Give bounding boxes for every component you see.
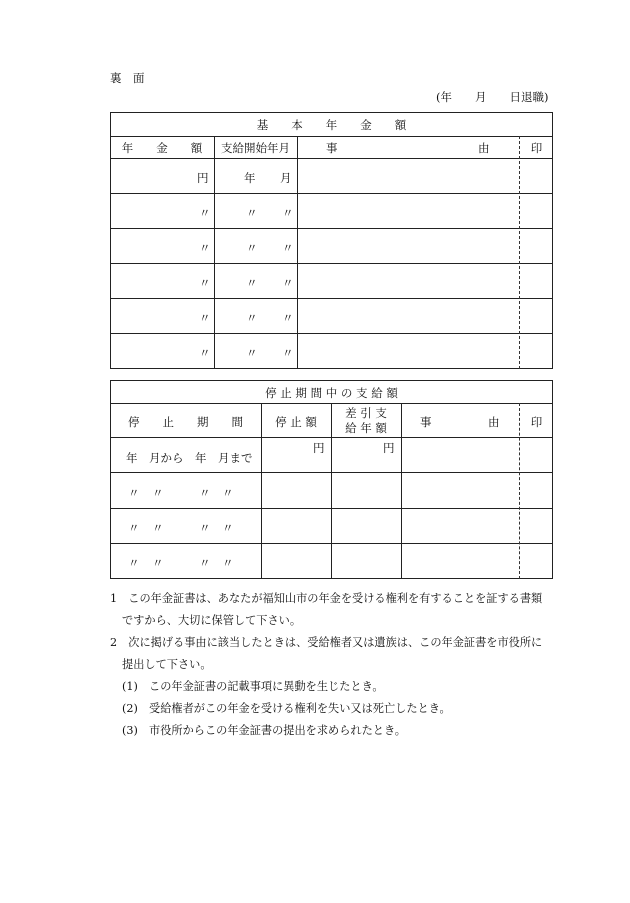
note-1-line2: ですから、大切に保管して下さい。 xyxy=(122,614,302,627)
ditto-mark: 〃 xyxy=(152,486,164,500)
row-amount: 〃 xyxy=(199,206,211,220)
row-amount: 〃 xyxy=(199,311,211,325)
diff-amount-unit: 円 xyxy=(383,441,395,455)
row-start-month: 〃 xyxy=(282,311,294,325)
ditto-mark: 〃 xyxy=(128,556,140,570)
row-start-month: 〃 xyxy=(282,206,294,220)
ditto-mark: 〃 xyxy=(128,486,140,500)
suspension-table-title: 停 止 期 間 中 の 支 給 額 xyxy=(265,386,398,400)
row-start-year: 〃 xyxy=(246,241,258,255)
basic-table-title: 基 本 年 金 額 xyxy=(256,118,407,132)
row-amount: 〃 xyxy=(199,346,211,360)
row-start-month: 月 xyxy=(280,171,292,185)
side-label: 裏 面 xyxy=(110,71,145,85)
period-range: 年 月から 年 月まで xyxy=(126,451,253,465)
row-start-year: 年 xyxy=(244,171,256,185)
header-pension-amount: 年 金 額 xyxy=(121,141,203,155)
header-diff-line2: 給 年 額 xyxy=(345,421,387,435)
header-start-month: 支給開始年月 xyxy=(221,141,290,155)
row-start-year: 〃 xyxy=(246,206,258,220)
header-reason-left: 事 xyxy=(326,141,338,155)
row-start-month: 〃 xyxy=(282,241,294,255)
row-amount: 円 xyxy=(197,171,209,185)
header-reason-right: 由 xyxy=(488,415,500,429)
row-start-month: 〃 xyxy=(282,276,294,290)
header-seal: 印 xyxy=(530,141,543,155)
header-diff-line1: 差 引 支 xyxy=(345,406,387,420)
header-reason-right: 由 xyxy=(478,141,490,155)
note-item: (1) この年金証書の記載事項に異動を生じたとき。 xyxy=(122,680,384,693)
row-amount: 〃 xyxy=(199,241,211,255)
ditto-mark: 〃 xyxy=(199,521,211,535)
ditto-mark: 〃 xyxy=(152,556,164,570)
note-item: (3) 市役所からこの年金証書の提出を求められたとき。 xyxy=(122,724,406,737)
ditto-mark: 〃 xyxy=(128,521,140,535)
header-stop-amount: 停 止 額 xyxy=(275,415,317,429)
ditto-mark: 〃 xyxy=(222,556,234,570)
row-start-year: 〃 xyxy=(246,346,258,360)
note-2-line1: 2 次に掲げる事由に該当したときは、受給権者又は遺族は、この年金証書を市役所に xyxy=(110,636,543,649)
row-amount: 〃 xyxy=(199,276,211,290)
header-seal: 印 xyxy=(530,415,543,429)
ditto-mark: 〃 xyxy=(199,486,211,500)
header-suspension-period: 停 止 期 間 xyxy=(128,415,243,429)
ditto-mark: 〃 xyxy=(152,521,164,535)
stop-amount-unit: 円 xyxy=(313,441,325,455)
row-start-year: 〃 xyxy=(246,311,258,325)
row-start-year: 〃 xyxy=(246,276,258,290)
note-2-line2: 提出して下さい。 xyxy=(122,658,212,671)
retirement-date: (年 月 日退職) xyxy=(436,90,549,104)
ditto-mark: 〃 xyxy=(222,486,234,500)
ditto-mark: 〃 xyxy=(222,521,234,535)
note-item: (2) 受給権者がこの年金を受ける権利を失い又は死亡したとき。 xyxy=(122,702,451,715)
row-start-month: 〃 xyxy=(282,346,294,360)
note-1-line1: 1 この年金証書は、あなたが福知山市の年金を受ける権利を有することを証する書類 xyxy=(110,592,543,605)
ditto-mark: 〃 xyxy=(199,556,211,570)
header-reason-left: 事 xyxy=(420,415,432,429)
